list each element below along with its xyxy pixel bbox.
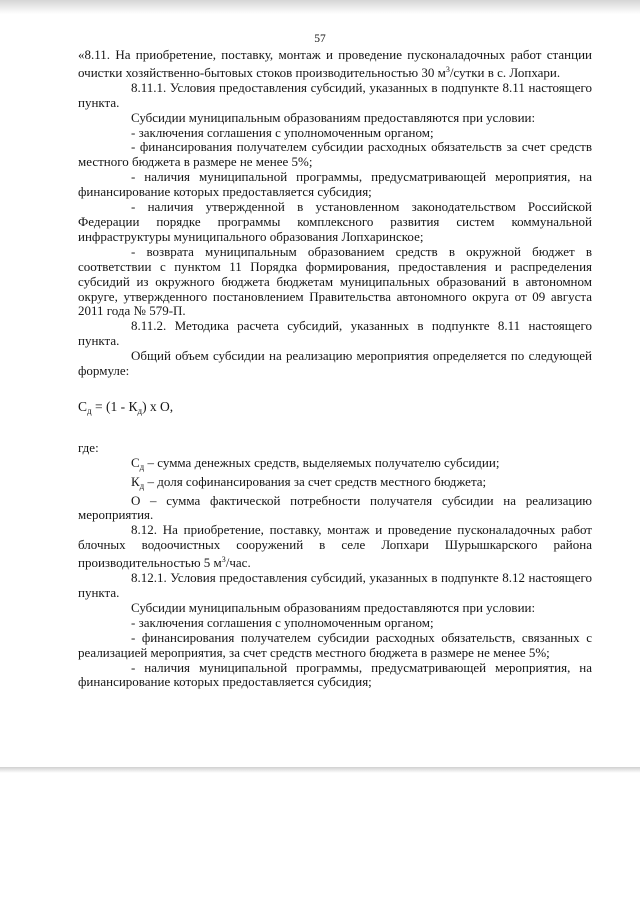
paragraph-p8: - возврата муниципальным образованием средств в окружной бюджет в соответствии с пунктом 11 Порядка формирования, предоставления и распределения субсидий из окружного бюджета бюджетам муниципальных образований в автономном округе, утвержденного постановлением Правительства автономного округа от 09 августа 2011 года № 579-П. [78,243,592,319]
scan-bottom-edge [0,767,640,773]
paragraph-p14: О – сумма фактической потребности получателя субсидии на реализацию мероприятия. [78,492,592,523]
page-number: 57 [314,33,326,45]
document-body [78,48,592,690]
paragraph-p9: 8.11.2. Методика расчета субсидий, указанных в подпункте 8.11 настоящего пункта. [78,318,592,349]
paragraph-p6: - наличия муниципальной программы, предусматривающей мероприятия, на финансирование которых предоставляется субсидия; [78,169,592,200]
formula: $С_д = (1 - К_д)$ х О, [78,398,174,416]
scan-edge-shadow [0,0,640,14]
paragraph-p18: - заключения соглашения с уполномоченным органом; [131,614,434,630]
paragraph-p17: Субсидии муниципальным образованиям предоставляются при условии: [131,599,536,615]
paragraph-p13: $К_д$ – доля софинансирования за счет средств местного бюджета; [131,473,487,491]
paragraph-p19: - финансирования получателем субсидии расходных обязательств, связанных с реализацией мероприятия, за счет средств местного бюджета в размере не менее 5%; [78,629,592,660]
paragraph-p10: Общий объем субсидии на реализацию мероприятия определяется по следующей формуле: [78,348,592,379]
paragraph-p12: $С_д$ – сумма денежных средств, выделяемых получателю субсидии; [131,454,500,472]
paragraph-p3: Субсидии муниципальным образованиям предоставляются при условии: [131,109,536,125]
paragraph-p16: 8.12.1. Условия предоставления субсидий, указанных в подпункте 8.12 настоящего пункта. [78,570,592,600]
paragraph-p2: 8.11.1. Условия предоставления субсидий, указанных в подпункте 8.11 настоящего пункта. [78,79,592,110]
paragraph-p15: 8.12. На приобретение, поставку, монтаж и проведение пусконаладочных работ блочных водоочистных сооружений в селе Лопхари Шурышкарского района производительностью 5 $м^3$/час. [78,522,592,571]
paragraph-p4: - заключения соглашения с уполномоченным органом; [131,124,434,140]
paragraph-p7: - наличия утвержденной в установленном законодательством Российской Федерации порядке программы комплексного развития систем коммунальной инфраструктуры муниципального образования Лопхаринское; [78,199,592,244]
paragraph-p5: - финансирования получателем субсидии расходных обязательств за счет средств местного бюджета в размере не менее 5%; [78,139,592,170]
paragraph-p11: где: [78,439,99,455]
paragraph-p20: - наличия муниципальной программы, предусматривающей мероприятия, на финансирование которых предоставляется субсидия; [78,659,592,690]
paragraph-p1: «8.11. На приобретение, поставку, монтаж и проведение пусконаладочных работ станции очистки хозяйственно-бытовых стоков производительностью 30 $м^3$/сутки в с. Лопхари. [78,47,592,80]
